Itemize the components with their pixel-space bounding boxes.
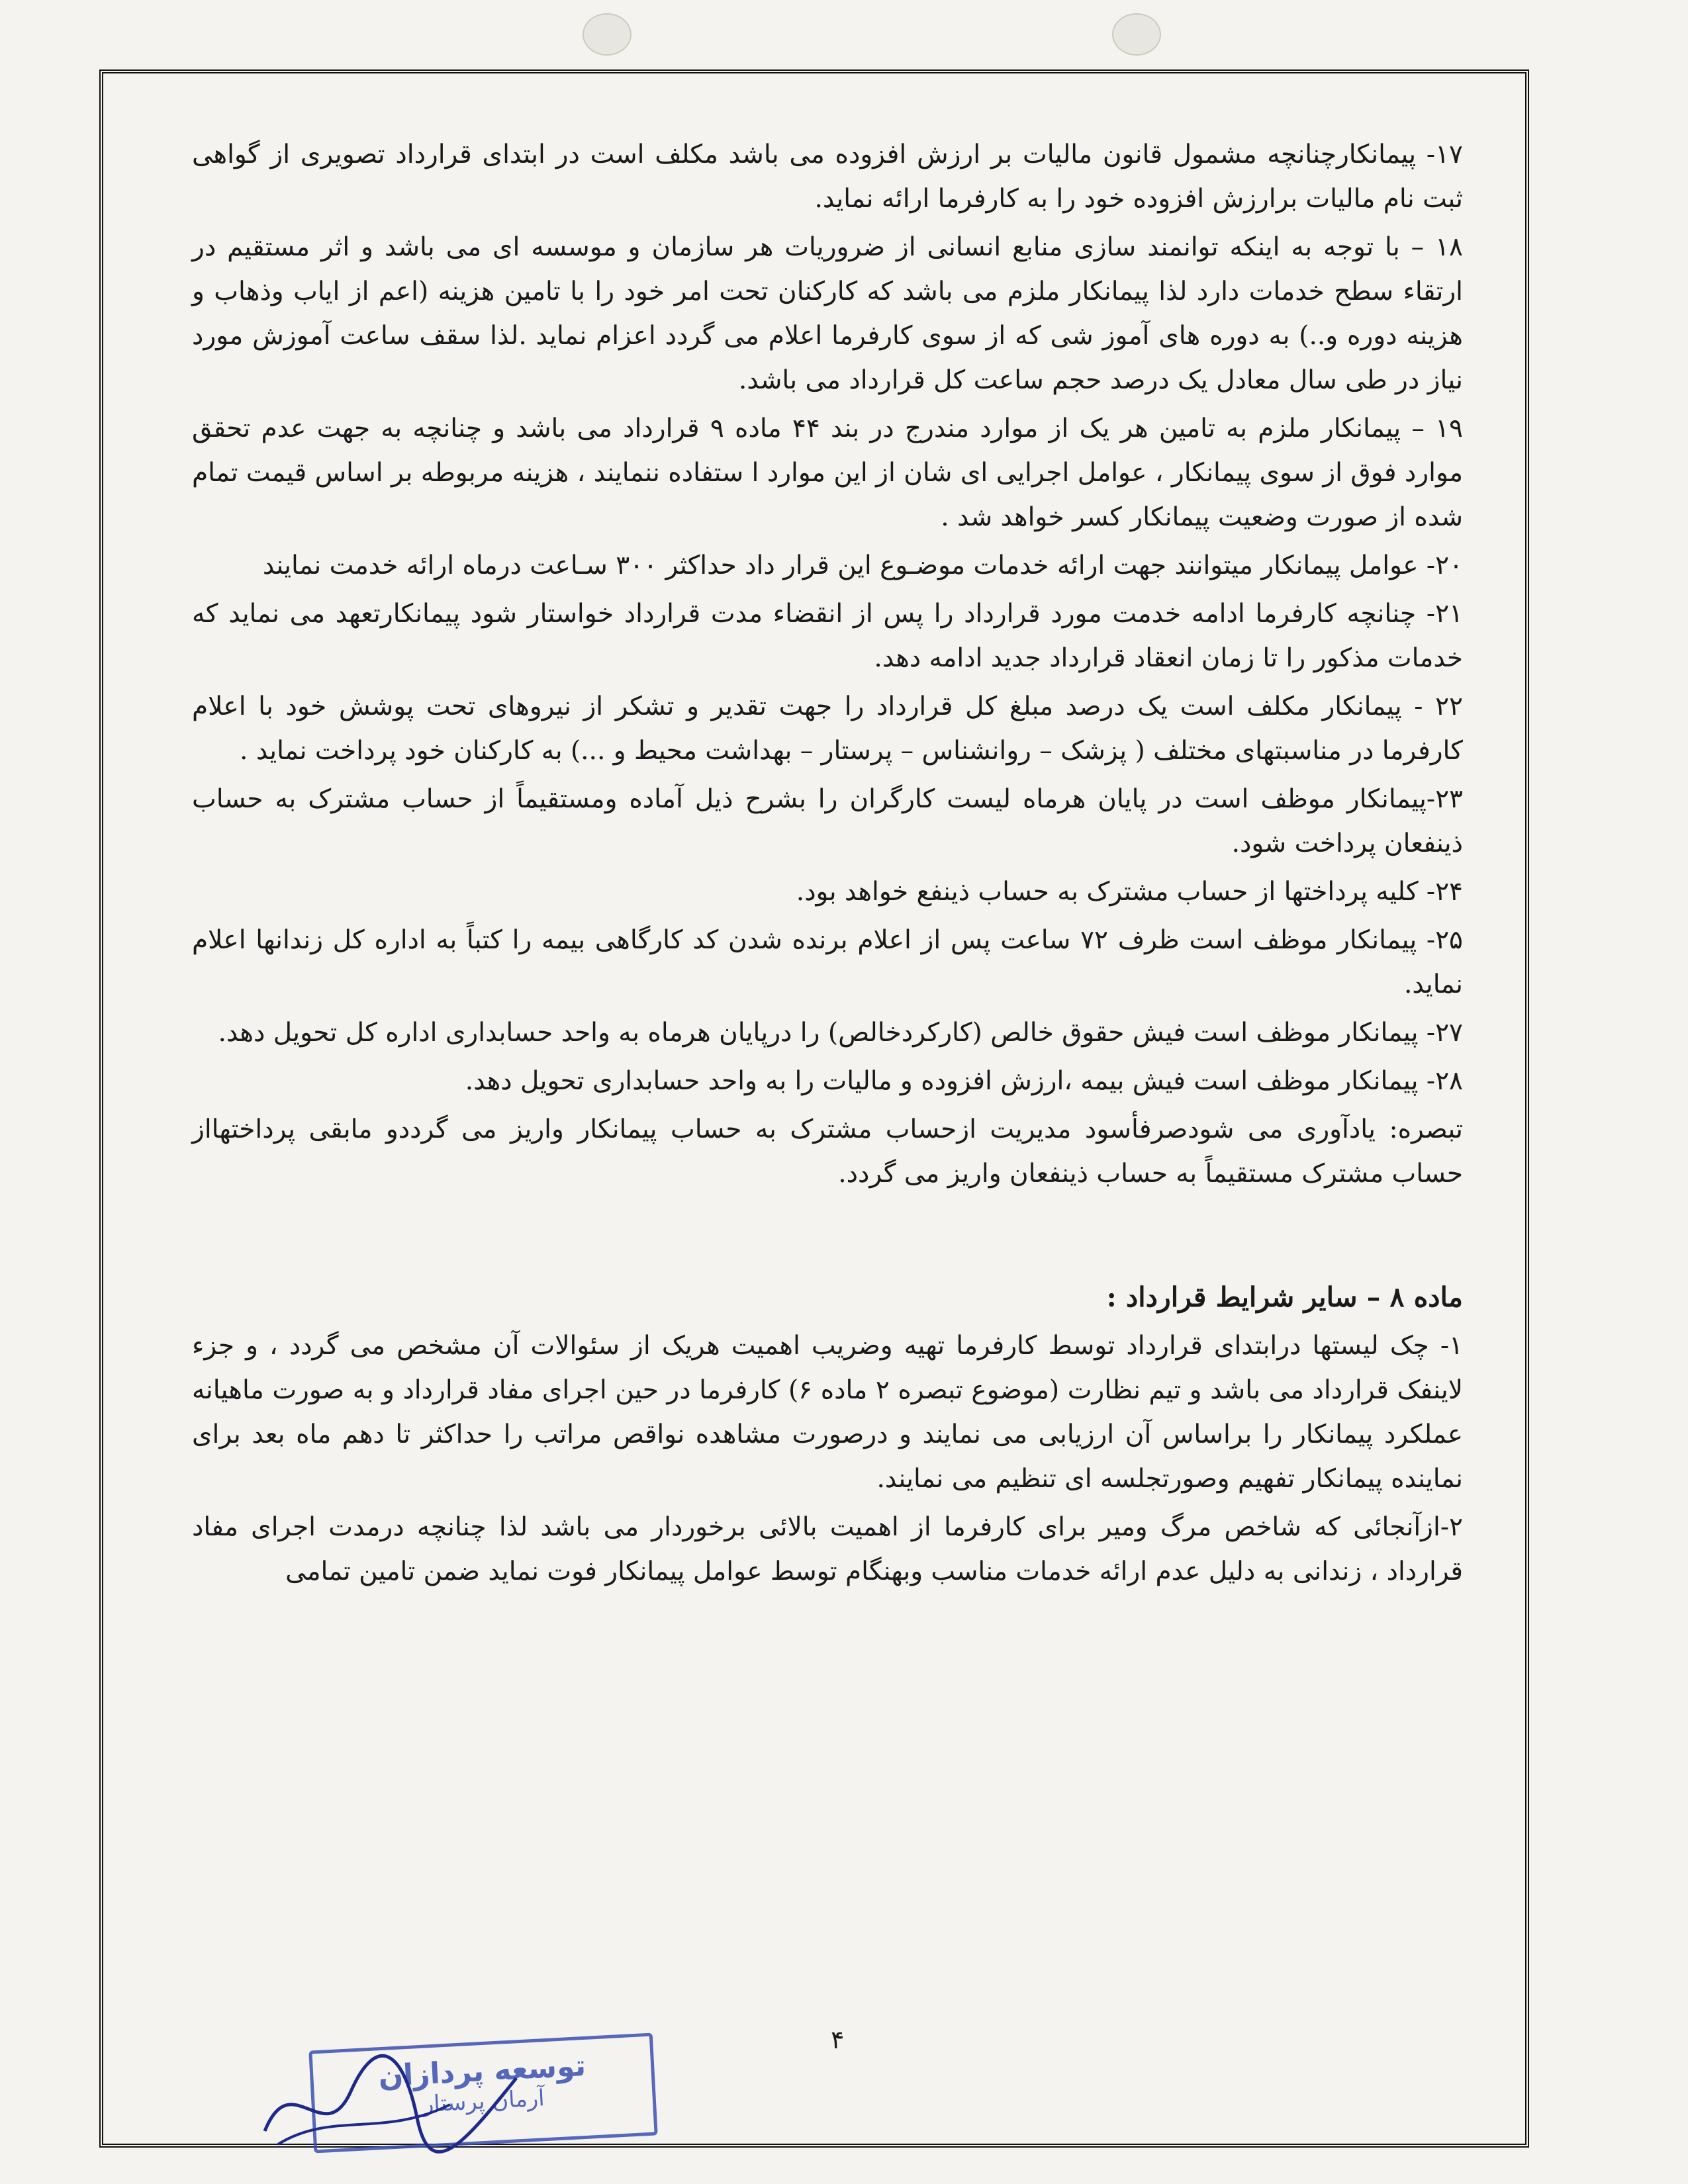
note-tabsareh: تبصره: یادآوری می شودصرفأسود مدیریت ازحساب مشترک به حساب پیمانکار واریز می گرددو مابقی پرداختهااز حساب مشترک مستقیماً به حساب ذینفعان واریز می گردد. xyxy=(192,1115,1463,1189)
clause-19: ۱۹ – پیمانکار ملزم به تامین هر یک از موارد مندرج در بند ۴۴ ماده ۹ قرارداد می باشد و چنانچه به جهت عدم تحقق موارد فوق از سوی پیمانکار ، عوامل اجرایی ای شان از این موارد ا ستفاده ننمایند ، هزینه مربوطه بر اساس قیمت تمام شده از صورت وضعیت پیمانکار کسر خواهد شد . xyxy=(192,414,1463,532)
stamp-line-1: توسعه پردازان xyxy=(377,2048,587,2094)
section-heading: ماده ۸ – سایر شرایط قرارداد : xyxy=(1106,1281,1463,1313)
clause-27: ۲۷- پیمانکار موظف است فیش حقوق خالص (کارکردخالص) را درپایان هرماه به واحد حسابداری اداره کل تحویل دهد. xyxy=(218,1018,1463,1048)
section-clause-1: ۱- چک لیستها درابتدای قرارداد توسط کارفرما تهیه وضریب اهمیت هریک از سئوالات آن مشخص می گردد ، و جزء لاینفک قرارداد می باشد و تیم نظارت (موضوع تبصره ۲ ماده ۶) کارفرما در حین اجرای مفاد قرارداد و به صورت ماهیانه عملکرد پیمانکار را براساس آن ارزیابی می نمایند و درصورت مشاهده نواقص مراتب را حداکثر تا دهم ماه بعد برای نماینده پیمانکار تفهیم وصورتجلسه ای تنظیم می نمایند. xyxy=(192,1331,1463,1494)
page-number: ۴ xyxy=(831,2025,845,2054)
clause-23: ۲۳-پیمانکار موظف است در پایان هرماه لیست کارگران را بشرح ذیل آماده ومستقیماً از حساب مشترک به حساب ذینفعان پرداخت شود. xyxy=(192,784,1463,858)
clause-22: ۲۲ - پیمانکار مکلف است یک درصد مبلغ کل قرارداد را جهت تقدیر و تشکر از نیروهای تحت پوشش خود با اعلام کارفرما در مناسبتهای مختلف ( پزشک – روانشناس – پرستار – بهداشت محیط و ...) به کارکنان خود پرداخت نماید . xyxy=(192,692,1463,766)
clause-17: ۱۷- پیمانکارچنانچه مشمول قانون مالیات بر ارزش افزوده می باشد مکلف است در ابتدای قرارداد تصویری از گواهی ثبت نام مالیات برارزش افزوده خود را به کارفرما ارائه نماید. xyxy=(192,140,1463,214)
punch-hole-left xyxy=(583,13,632,56)
clause-28: ۲۸- پیمانکار موظف است فیش بیمه ،ارزش افزوده و مالیات را به واحد حسابداری تحویل دهد. xyxy=(465,1066,1463,1096)
document-body xyxy=(192,132,1463,1598)
clause-20: ۲۰- عوامل پیمانکار میتوانند جهت ارائه خدمات موضـوع این قرار داد حداکثر ۳۰۰ سـاعت درماه ارائه خدمت نمایند xyxy=(262,551,1463,580)
clause-21: ۲۱- چنانچه کارفرما ادامه خدمت مورد قرارداد را پس از انقضاء مدت قرارداد خواستار شود پیمانکارتعهد می نماید که خدمات مذکور را تا زمان انعقاد قرارداد جدید ادامه دهد. xyxy=(192,599,1463,673)
punch-hole-right xyxy=(1112,13,1161,56)
clause-18: ۱۸ – با توجه به اینکه توانمند سازی منابع انسانی از ضروریات هر سازمان و موسسه ای می باشد و اثر مستقیم در ارتقاء سطح خدمات دارد لذا پیمانکار ملزم می باشد که کارکنان تحت امر خود را با تامین هزینه (اعم از ایاب وذهاب و هزینه دوره و..) به دوره های آموز شی که از سوی کارفرما اعلام می گردد اعزام نماید .لذا سقف ساعت آموزش مورد نیاز در طی سال معادل یک درصد حجم ساعت کل قرارداد می باشد. xyxy=(192,232,1463,395)
clause-25: ۲۵- پیمانکار موظف است ظرف ۷۲ ساعت پس از اعلام برنده شدن کد کارگاهی بیمه را کتباً به اداره کل زندانها اعلام نماید. xyxy=(192,925,1463,999)
signature-mark xyxy=(252,2038,530,2158)
stamp-line-2: آرمان پرستار xyxy=(422,2085,545,2118)
clause-24: ۲۴- کلیه پرداختها از حساب مشترک به حساب ذینفع خواهد بود. xyxy=(796,877,1463,907)
section-clause-2: ۲-ازآنجائی که شاخص مرگ ومیر برای کارفرما از اهمیت بالائی برخوردار می باشد لذا چنانچه درمدت اجرای مفاد قرارداد ، زندانی به دلیل عدم ارائه خدمات مناسب وبهنگام توسط عوامل پیمانکار فوت نماید ضمن تامین تمامی xyxy=(192,1512,1463,1586)
